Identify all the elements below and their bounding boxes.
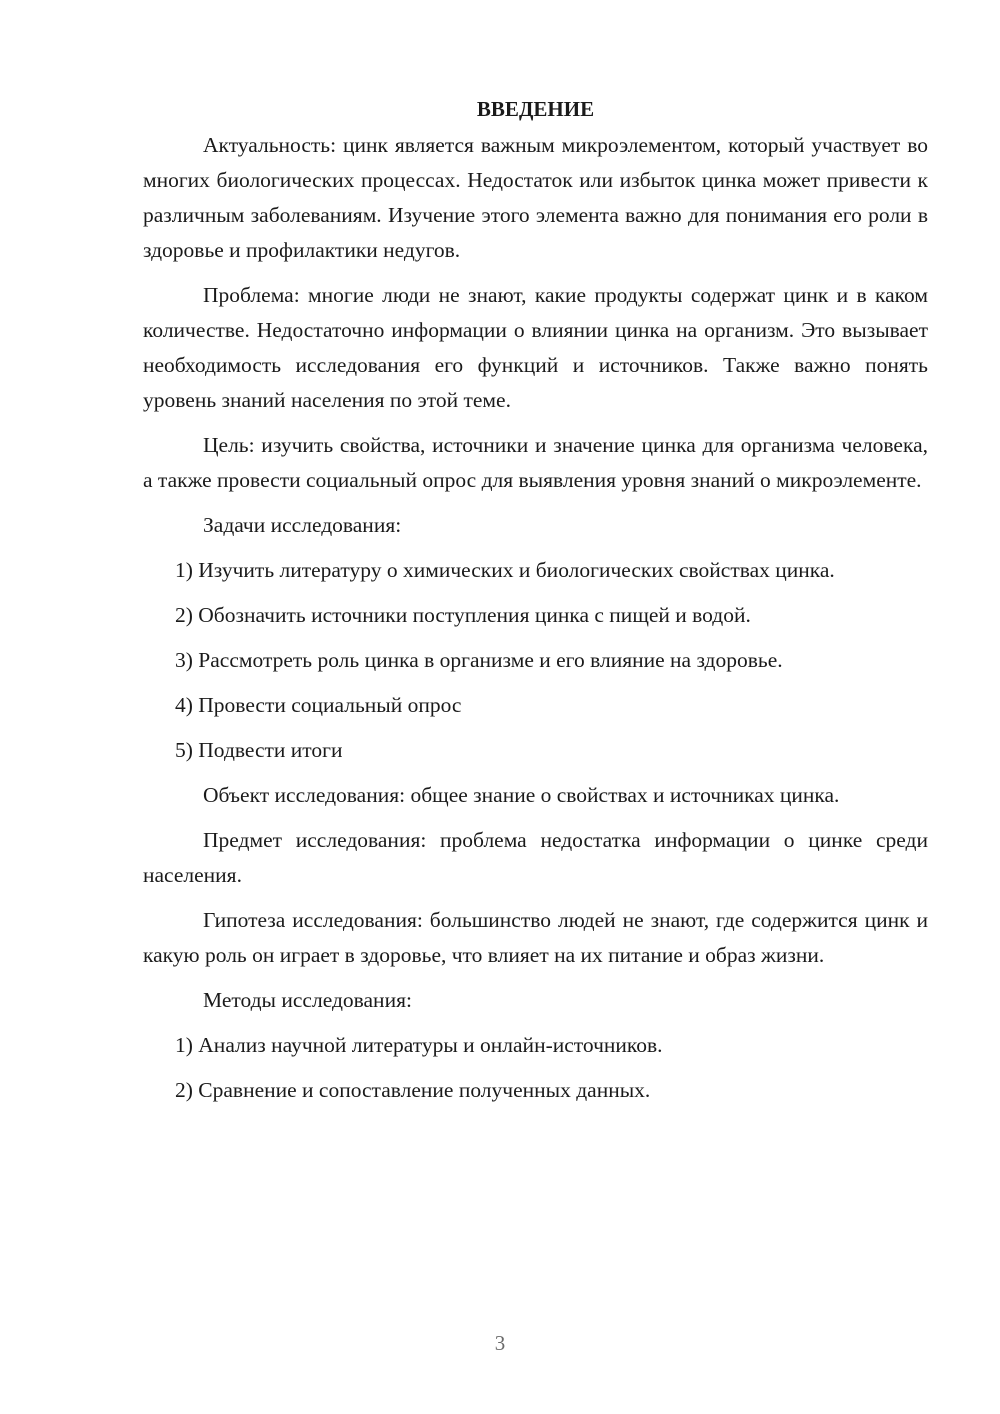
paragraph-methods-heading: Методы исследования: [203,988,412,1012]
task-item: 5) Подвести итоги [175,738,343,762]
paragraph-tasks-heading: Задачи исследования: [203,513,402,537]
task-item: 2) Обозначить источники поступления цинка с пищей и водой. [175,603,751,627]
paragraph-hypothesis: Гипотеза исследования: большинство людей не знают, где содержится цинк и какую роль он играет в здоровье, что влияет на их питание и образ жизни. [143,908,928,967]
task-item: 3) Рассмотреть роль цинка в организме и его влияние на здоровье. [175,648,783,672]
paragraph-problem: Проблема: многие люди не знают, какие продукты содержат цинк и в каком количестве. Недостаточно информации о влиянии цинка на организм. Это вызывает необходимость исследования его функций и источников. Также важно понять уровень знаний населения по этой теме. [143,283,928,412]
task-item: 1) Изучить литературу о химических и биологических свойствах цинка. [175,558,835,582]
page-title: ВВЕДЕНИЕ [476,97,595,121]
paragraph-object: Объект исследования: общее знание о свойствах и источниках цинка. [203,783,840,807]
method-item: 1) Анализ научной литературы и онлайн-источников. [175,1033,663,1057]
paragraph-subject: Предмет исследования: проблема недостатка информации о цинке среди населения. [143,828,928,887]
paragraph-goal: Цель: изучить свойства, источники и значение цинка для организма человека, а также провести социальный опрос для выявления уровня знаний о микроэлементе. [143,433,928,492]
paragraph-relevance: Актуальность: цинк является важным микроэлементом, который участвует во многих биологических процессах. Недостаток или избыток цинка может привести к различным заболеваниям. Изучение этого элемента важно для понимания его роли в здоровье и профилактики недугов. [143,133,928,262]
task-item: 4) Провести социальный опрос [175,693,462,717]
page-number: 3 [494,1331,506,1355]
document-page [143,92,928,1118]
method-item: 2) Сравнение и сопоставление полученных данных. [175,1078,651,1102]
